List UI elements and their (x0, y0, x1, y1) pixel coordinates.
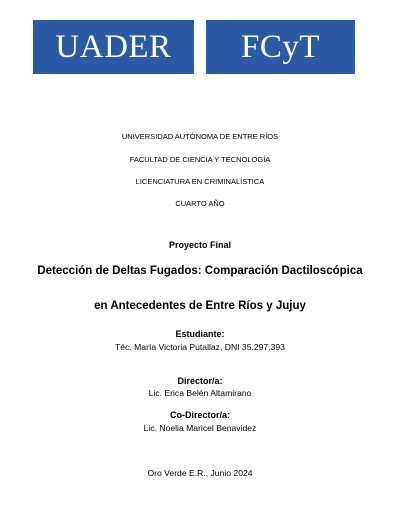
fcyt-logo-text: FCyT (240, 28, 321, 65)
director-name: Lic. Erica Belén Altamirano (148, 388, 252, 398)
director-label: Director/a: (177, 376, 223, 386)
course-year: CUARTO AÑO (175, 199, 225, 208)
uader-logo-text: UADER (55, 28, 172, 65)
co-director-label: Co-Director/a: (169, 410, 230, 420)
fcyt-logo (206, 20, 355, 74)
student-label: Estudiante: (175, 329, 225, 339)
place-and-date: Oro Verde E.R., Junio 2024 (147, 468, 253, 478)
project-title-line-2: en Antecedentes de Entre Ríos y Jujuy (94, 300, 306, 312)
project-title-line-1: Detección de Deltas Fugados: Comparación Dactiloscópica (37, 265, 363, 277)
co-director-name: Lic. Noelia Maricel Benavidez (143, 423, 257, 433)
project-type: Proyecto Final (168, 240, 231, 250)
faculty-name: FACULTAD DE CIENCIA Y TECNOLOGÍA (129, 155, 271, 164)
uader-logo (33, 20, 194, 74)
student-name: Téc. María Victoria Putallaz, DNI 35.297.393 (115, 342, 285, 352)
degree-name: LICENCIATURA EN CRIMINALÍSTICA (135, 177, 265, 186)
university-name: UNIVERSIDAD AUTÓNOMA DE ENTRE RÍOS (121, 132, 279, 141)
